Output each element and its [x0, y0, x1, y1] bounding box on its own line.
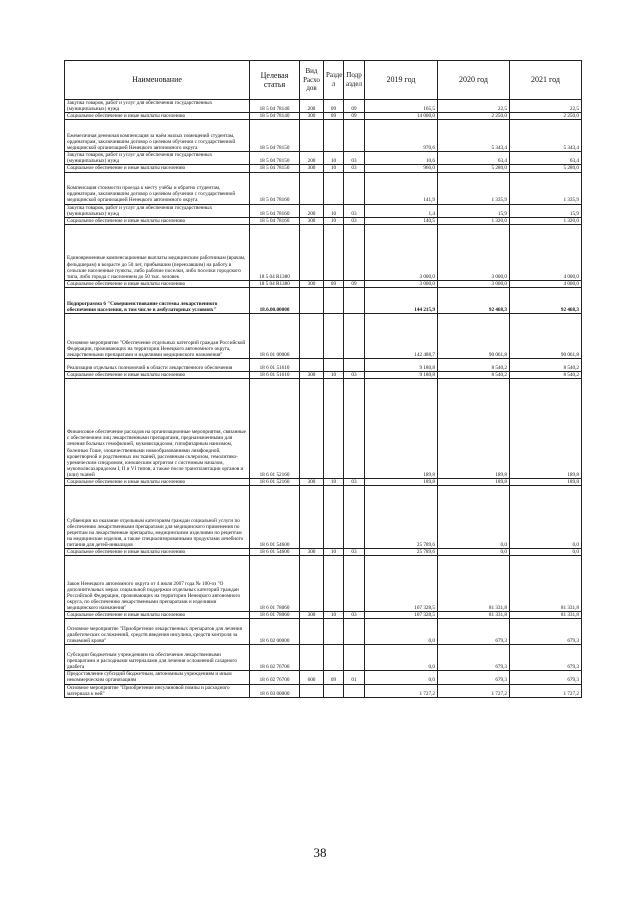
- table-header-row: [65, 61, 582, 100]
- cell-target: 18.6.00.00000: [250, 287, 300, 313]
- cell-name: Социальное обеспечение и иные выплаты населению: [65, 479, 250, 486]
- table-row: [65, 379, 582, 479]
- cell-2021: 90 061,8: [510, 313, 582, 358]
- cell-2021: 5 343,4: [510, 120, 582, 152]
- cell-2020: 15,9: [438, 204, 510, 217]
- cell-target: 18 5 04 78150: [250, 165, 300, 172]
- cell-exp-type: [300, 172, 324, 204]
- table-row: [65, 358, 582, 371]
- cell-2019: 14 000,0: [365, 113, 438, 120]
- cell-2021: 0,0: [510, 486, 582, 549]
- cell-section: [324, 120, 344, 152]
- cell-section: 10: [324, 479, 344, 486]
- cell-2020: 81 331,8: [438, 556, 510, 612]
- cell-name: Социальное обеспечение и иные выплаты населению: [65, 113, 250, 120]
- cell-subsection: [344, 556, 365, 612]
- cell-target: 18 5 04 78150: [250, 152, 300, 165]
- cell-2020: 1 335,9: [438, 172, 510, 204]
- cell-target: 18 6 02 00000: [250, 619, 300, 645]
- cell-target: 18 5 04 78140: [250, 100, 300, 113]
- header-name: Наименование: [65, 61, 250, 100]
- cell-2020: 679,3: [438, 671, 510, 684]
- cell-name: Основное мероприятие "Приобретение лекарственных препаратов для лечения диабетических осложнений, средств введения инсулина, средств контроля за гликемией крови": [65, 619, 250, 645]
- cell-2019: 141,9: [365, 172, 438, 204]
- cell-2021: 679,3: [510, 671, 582, 684]
- table-row: [65, 113, 582, 120]
- cell-target: 18 6 01 54600: [250, 486, 300, 549]
- cell-2020: 189,8: [438, 479, 510, 486]
- table-row: [65, 684, 582, 697]
- table-row: [65, 371, 582, 378]
- cell-2021: 22,5: [510, 100, 582, 113]
- cell-subsection: 09: [344, 100, 365, 113]
- cell-2021: 679,3: [510, 645, 582, 671]
- cell-name: Субсидии бюджетным учреждениям на обеспечение лекарственными препаратами и расходными материалами для лечения осложнений сахарного диабета: [65, 645, 250, 671]
- cell-section: [324, 224, 344, 280]
- cell-section: 09: [324, 113, 344, 120]
- cell-2019: 970,6: [365, 120, 438, 152]
- table-row: [65, 100, 582, 113]
- cell-2019: 165,5: [365, 100, 438, 113]
- cell-exp-type: 300: [300, 113, 324, 120]
- table-row: [65, 479, 582, 486]
- cell-2021: 8 540,2: [510, 358, 582, 371]
- cell-2019: 189,8: [365, 479, 438, 486]
- cell-exp-type: [300, 379, 324, 479]
- header-2021: 2021 год: [510, 61, 582, 100]
- cell-2021: 189,8: [510, 379, 582, 479]
- cell-2019: 25 789,6: [365, 486, 438, 549]
- cell-exp-type: [300, 619, 324, 645]
- cell-name: Социальное обеспечение и иные выплаты населению: [65, 612, 250, 619]
- table-body: [65, 100, 582, 698]
- cell-subsection: [344, 645, 365, 671]
- table-row: [65, 152, 582, 165]
- table-row: [65, 217, 582, 224]
- cell-2021: 2 250,0: [510, 113, 582, 120]
- cell-2020: 189,8: [438, 379, 510, 479]
- cell-2020: 0,0: [438, 549, 510, 556]
- cell-subsection: 03: [344, 204, 365, 217]
- table-row: [65, 204, 582, 217]
- cell-section: [324, 645, 344, 671]
- cell-exp-type: [300, 358, 324, 371]
- cell-target: 18 6 02 76700: [250, 645, 300, 671]
- cell-subsection: [344, 120, 365, 152]
- cell-subsection: 09: [344, 113, 365, 120]
- cell-name: Закон Ненецкого автономного округа от 4 июля 2007 года № 100-оз "О дополнительных мерах социальной поддержки отдельных категорий граждан Российской Федерации, проживающих на территории Ненецкого автономного округа, по обеспечению лекарственными препаратами и изделиями медицинского назначения": [65, 556, 250, 612]
- cell-2021: 1 320,0: [510, 217, 582, 224]
- cell-subsection: [344, 172, 365, 204]
- cell-exp-type: [300, 556, 324, 612]
- cell-2021: 4 000,0: [510, 280, 582, 287]
- cell-target: 18 5 04 78160: [250, 172, 300, 204]
- cell-name: Социальное обеспечение и иные выплаты населению: [65, 549, 250, 556]
- cell-2019: 189,8: [365, 379, 438, 479]
- cell-target: 18 5 04 78160: [250, 217, 300, 224]
- cell-2021: 679,3: [510, 619, 582, 645]
- cell-exp-type: 300: [300, 479, 324, 486]
- cell-target: 18 5 04 78140: [250, 113, 300, 120]
- cell-2020: 3 000,0: [438, 224, 510, 280]
- cell-2019: 107 328,5: [365, 612, 438, 619]
- cell-subsection: 03: [344, 152, 365, 165]
- cell-2021: 1 335,9: [510, 172, 582, 204]
- cell-target: 18 6 02 76700: [250, 671, 300, 684]
- cell-2019: 3 000,0: [365, 280, 438, 287]
- cell-section: [324, 556, 344, 612]
- cell-2020: 5 280,0: [438, 165, 510, 172]
- cell-2020: 5 343,4: [438, 120, 510, 152]
- cell-2019: 25 789,6: [365, 549, 438, 556]
- cell-target: 18 6 01 52160: [250, 379, 300, 479]
- cell-name: Реализация отдельных полномочий в области лекарственного обеспечения: [65, 358, 250, 371]
- cell-subsection: [344, 684, 365, 697]
- cell-2020: 63,4: [438, 152, 510, 165]
- cell-2019: 9 180,8: [365, 371, 438, 378]
- cell-2021: 15,9: [510, 204, 582, 217]
- cell-2021: 81 331,8: [510, 612, 582, 619]
- cell-exp-type: 600: [300, 671, 324, 684]
- header-exp-type: Вид Расхо дов: [300, 61, 324, 100]
- cell-name: Компенсация стоимости проезда к месту учёбы и обратно студентам, ординаторам, заключившим договор о целевом обучении с государственной медицинской организацией Ненецкого автономного округа: [65, 172, 250, 204]
- cell-name: Закупка товаров, работ и услуг для обеспечения государственных (муниципальных) нужд: [65, 204, 250, 217]
- cell-2019: 142 488,7: [365, 313, 438, 358]
- cell-exp-type: 300: [300, 165, 324, 172]
- cell-subsection: [344, 313, 365, 358]
- cell-target: 18 6 01 00000: [250, 313, 300, 358]
- cell-2019: 960,0: [365, 165, 438, 172]
- cell-2019: 140,5: [365, 217, 438, 224]
- cell-name: Социальное обеспечение и иные выплаты населению: [65, 280, 250, 287]
- cell-subsection: [344, 379, 365, 479]
- cell-subsection: [344, 619, 365, 645]
- cell-section: 10: [324, 217, 344, 224]
- cell-2020: 22,5: [438, 100, 510, 113]
- cell-2021: 81 331,8: [510, 556, 582, 612]
- budget-table-page: [64, 60, 581, 698]
- cell-exp-type: 200: [300, 152, 324, 165]
- cell-name: Основное мероприятие "Приобретение инсулиновой помпы и расходного материала к ней": [65, 684, 250, 697]
- cell-target: 18 5 04 78150: [250, 120, 300, 152]
- cell-2021: 92 468,3: [510, 287, 582, 313]
- header-section: Разде л: [324, 61, 344, 100]
- cell-subsection: 03: [344, 371, 365, 378]
- cell-section: [324, 684, 344, 697]
- cell-2020: 90 061,8: [438, 313, 510, 358]
- table-row: [65, 486, 582, 549]
- cell-exp-type: 200: [300, 204, 324, 217]
- cell-target: 18 5 04 R1380: [250, 224, 300, 280]
- page-number: 38: [313, 845, 327, 860]
- cell-target: 18 6 01 52160: [250, 479, 300, 486]
- cell-target: 18 6 01 78060: [250, 556, 300, 612]
- cell-2020: 679,3: [438, 645, 510, 671]
- cell-exp-type: [300, 313, 324, 358]
- budget-table: [64, 60, 582, 698]
- cell-2021: 0,0: [510, 549, 582, 556]
- cell-subsection: [344, 358, 365, 371]
- cell-2019: 0,0: [365, 619, 438, 645]
- table-row: [65, 172, 582, 204]
- cell-name: Ежемесячная денежная компенсация за наём жилых помещений студентам, ординаторам, заключившим договор о целевом обучении с государственной медицинской организацией Ненецкого автономного округа: [65, 120, 250, 152]
- header-2019: 2019 год: [365, 61, 438, 100]
- cell-exp-type: [300, 287, 324, 313]
- cell-target: 18 6 03 00000: [250, 684, 300, 697]
- cell-2021: 5 280,0: [510, 165, 582, 172]
- cell-subsection: 09: [344, 280, 365, 287]
- cell-section: [324, 172, 344, 204]
- cell-2019: 0,0: [365, 671, 438, 684]
- cell-subsection: [344, 486, 365, 549]
- cell-2019: 107 328,5: [365, 556, 438, 612]
- cell-2019: 1,4: [365, 204, 438, 217]
- cell-2020: 92 468,3: [438, 287, 510, 313]
- cell-2019: 1 727,2: [365, 684, 438, 697]
- cell-subsection: 03: [344, 612, 365, 619]
- cell-section: 10: [324, 371, 344, 378]
- cell-name: Социальное обеспечение и иные выплаты населению: [65, 217, 250, 224]
- cell-target: 18 6 01 51610: [250, 371, 300, 378]
- cell-target: 18 5 04 78160: [250, 204, 300, 217]
- cell-exp-type: 200: [300, 100, 324, 113]
- cell-exp-type: 300: [300, 549, 324, 556]
- cell-name: Подпрограмма 6 "Совершенствование системы лекарственного обеспечения населения, в том числе в амбулаторных условиях": [65, 287, 250, 313]
- cell-exp-type: 300: [300, 280, 324, 287]
- cell-2020: 3 000,0: [438, 280, 510, 287]
- cell-2020: 8 540,2: [438, 358, 510, 371]
- cell-2020: 0,0: [438, 486, 510, 549]
- cell-section: 10: [324, 549, 344, 556]
- cell-exp-type: 300: [300, 371, 324, 378]
- cell-section: 10: [324, 152, 344, 165]
- cell-subsection: 03: [344, 165, 365, 172]
- cell-2021: 8 540,2: [510, 371, 582, 378]
- cell-section: 09: [324, 100, 344, 113]
- header-target: Целевая статья: [250, 61, 300, 100]
- table-row: [65, 287, 582, 313]
- cell-name: Закупка товаров, работ и услуг для обеспечения государственных (муниципальных) нужд: [65, 100, 250, 113]
- cell-section: [324, 379, 344, 479]
- cell-subsection: [344, 287, 365, 313]
- table-row: [65, 549, 582, 556]
- cell-target: 18 6 01 54600: [250, 549, 300, 556]
- cell-2019: 0,0: [365, 645, 438, 671]
- cell-section: [324, 313, 344, 358]
- table-row: [65, 645, 582, 671]
- table-row: [65, 671, 582, 684]
- cell-2020: 81 331,8: [438, 612, 510, 619]
- cell-subsection: [344, 224, 365, 280]
- cell-section: 10: [324, 204, 344, 217]
- cell-section: [324, 619, 344, 645]
- table-row: [65, 165, 582, 172]
- cell-exp-type: [300, 120, 324, 152]
- header-subsection: Подр аздел: [344, 61, 365, 100]
- cell-exp-type: 300: [300, 217, 324, 224]
- table-row: [65, 556, 582, 612]
- cell-target: 18 5 04 R1380: [250, 280, 300, 287]
- table-row: [65, 313, 582, 358]
- cell-exp-type: [300, 486, 324, 549]
- cell-name: Социальное обеспечение и иные выплаты населению: [65, 165, 250, 172]
- cell-2021: 1 727,2: [510, 684, 582, 697]
- cell-name: Закупка товаров, работ и услуг для обеспечения государственных (муниципальных) нужд: [65, 152, 250, 165]
- table-row: [65, 280, 582, 287]
- cell-exp-type: 300: [300, 612, 324, 619]
- cell-section: 10: [324, 165, 344, 172]
- cell-name: Предоставление субсидий бюджетным, автономным учреждениям и иным некоммерческим организациям: [65, 671, 250, 684]
- table-row: [65, 612, 582, 619]
- cell-section: 10: [324, 612, 344, 619]
- cell-2020: 679,3: [438, 619, 510, 645]
- cell-subsection: 03: [344, 217, 365, 224]
- cell-2019: 144 215,9: [365, 287, 438, 313]
- cell-2021: 4 000,0: [510, 224, 582, 280]
- cell-2021: 189,8: [510, 479, 582, 486]
- cell-2019: 9 180,8: [365, 358, 438, 371]
- header-2020: 2020 год: [438, 61, 510, 100]
- cell-name: Единовременные компенсационные выплаты медицинским работникам (врачам, фельдшерам) в возрасте до 50 лет, прибывшим (переехавшим) на работу в сельские населенные пункты, либо рабочие поселки, либо поселки городского типа, либо города с населением до 50 тыс. человек: [65, 224, 250, 280]
- table-row: [65, 224, 582, 280]
- table-row: [65, 619, 582, 645]
- cell-section: [324, 486, 344, 549]
- cell-2020: 1 727,2: [438, 684, 510, 697]
- cell-target: 18 6 01 51610: [250, 358, 300, 371]
- cell-name: Основное мероприятие "Обеспечение отдельных категорий граждан Российской Федерации, проживающих на территории Ненецкого автономного округа, лекарственными препаратами и изделиями медицинского назначения": [65, 313, 250, 358]
- cell-section: [324, 287, 344, 313]
- cell-2020: 1 320,0: [438, 217, 510, 224]
- cell-target: 18 6 01 78060: [250, 612, 300, 619]
- cell-2019: 10,6: [365, 152, 438, 165]
- cell-exp-type: [300, 645, 324, 671]
- cell-2020: 2 250,0: [438, 113, 510, 120]
- cell-exp-type: [300, 224, 324, 280]
- cell-section: 09: [324, 280, 344, 287]
- table-row: [65, 120, 582, 152]
- cell-section: [324, 358, 344, 371]
- cell-subsection: 03: [344, 549, 365, 556]
- cell-subsection: 01: [344, 671, 365, 684]
- cell-2019: 3 000,0: [365, 224, 438, 280]
- cell-exp-type: [300, 684, 324, 697]
- cell-subsection: 03: [344, 479, 365, 486]
- cell-2020: 8 540,2: [438, 371, 510, 378]
- cell-name: Субвенции на оказание отдельным категориям граждан социальной услуги по обеспечению лекарственными препаратами для медицинского применения по рецептам на лекарственные препараты, медицинскими изделиями по рецептам на медицинские изделия, а также специализированными продуктами лечебного питания для детей-инвалидов: [65, 486, 250, 549]
- cell-name: Социальное обеспечение и иные выплаты населению: [65, 371, 250, 378]
- cell-2021: 63,4: [510, 152, 582, 165]
- cell-name: Финансовое обеспечение расходов на организационные мероприятия, связанные с обеспечением лиц лекарственными препаратами, предназначенными для лечения больных гемофилией, муковисцидозом, гипофизарным нанизмом, болезнью Гоше, злокачественными новообразованиями лимфоидной, кроветворной и родственных им тканей, рассеянным склерозом, гемолитико-уремическим синдромом, юношеским артритом с системным началом, мукополисахаридозом I, II и VI типов, а также после трансплантации органов и (или) тканей: [65, 379, 250, 479]
- cell-section: 09: [324, 671, 344, 684]
